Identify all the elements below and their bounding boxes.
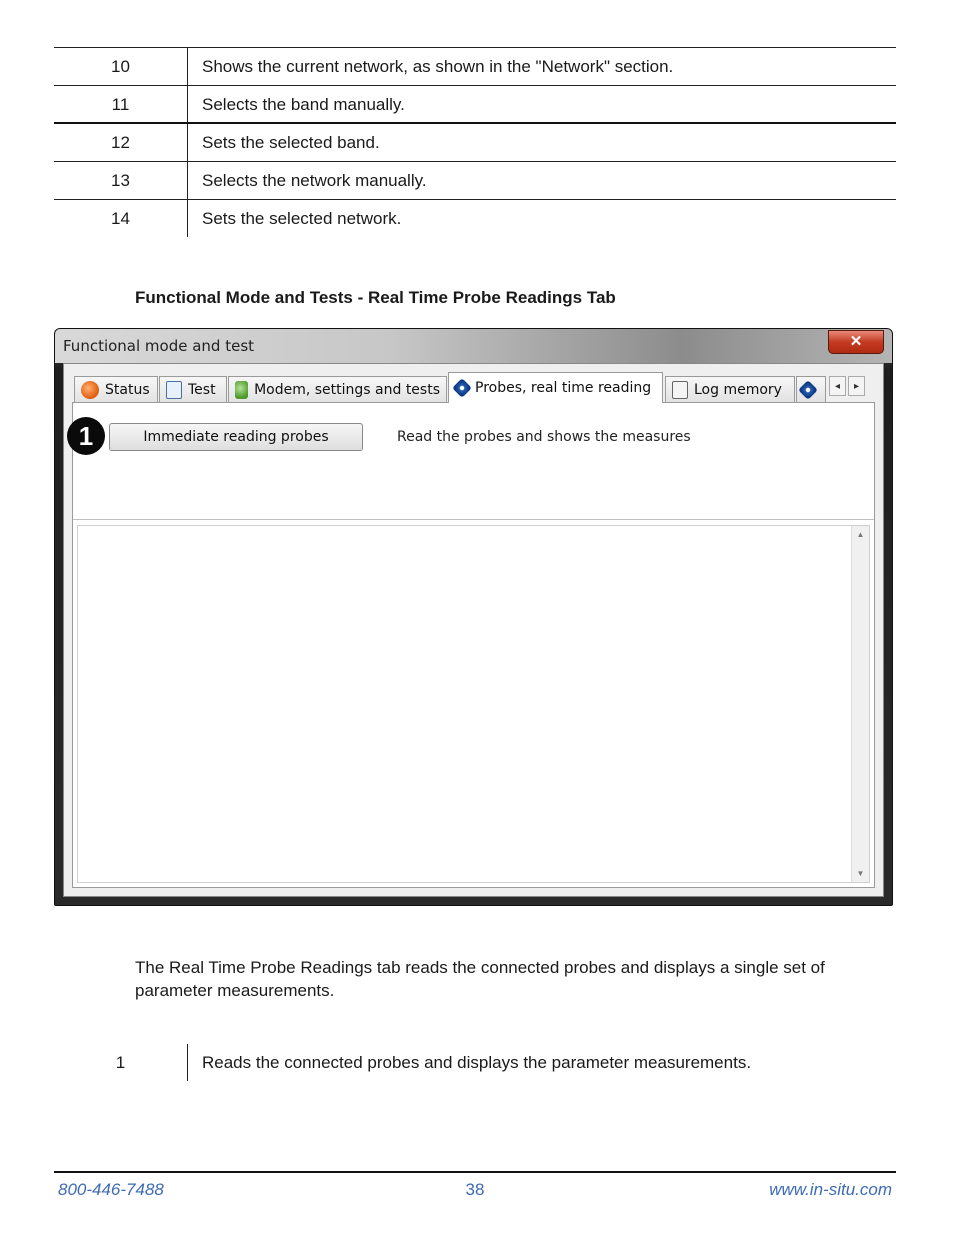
row-number: 12 — [54, 124, 188, 161]
tab-log-memory[interactable] — [665, 376, 795, 402]
table-row — [54, 124, 896, 162]
page-footer — [54, 1180, 896, 1204]
row-description: Shows the current network, as shown in the "Network" section. — [202, 57, 674, 76]
tab-label: Log memory — [694, 381, 782, 398]
close-icon[interactable]: ✕ — [828, 330, 884, 354]
readings-output-area[interactable] — [77, 525, 870, 883]
row-number: 11 — [54, 86, 188, 122]
table-row — [54, 200, 896, 237]
tab-label: Modem, settings and tests — [254, 381, 440, 398]
row-number: 1 — [54, 1044, 188, 1081]
tab-panel-probes — [72, 402, 875, 888]
window-client-area — [63, 363, 884, 897]
table-row — [54, 48, 896, 86]
scroll-down-icon[interactable]: ▼ — [856, 869, 865, 878]
tab-status[interactable] — [74, 376, 158, 402]
table-row — [54, 162, 896, 200]
log-icon — [672, 381, 688, 399]
section-title: Functional Mode and Tests - Real Time Probe Readings Tab — [135, 288, 616, 307]
row-description: Sets the selected band. — [202, 133, 380, 152]
footer-website-link[interactable]: www.in-situ.com — [769, 1180, 892, 1199]
footer-divider — [54, 1171, 896, 1173]
table-row — [54, 86, 896, 124]
divider — [73, 519, 874, 520]
info-icon — [798, 380, 818, 400]
row-number: 10 — [54, 48, 188, 85]
scroll-up-icon[interactable]: ▲ — [856, 530, 865, 539]
status-icon — [81, 381, 99, 399]
step-table — [54, 1044, 896, 1081]
row-description: Selects the band manually. — [202, 95, 405, 114]
tab-strip — [72, 372, 875, 402]
tab-scroll-right-button[interactable]: ▸ — [848, 376, 865, 396]
probe-icon — [452, 378, 472, 398]
window-titlebar[interactable] — [55, 329, 892, 363]
test-icon — [166, 381, 182, 399]
vertical-scrollbar[interactable] — [851, 526, 869, 882]
tab-overflow[interactable] — [796, 376, 826, 402]
page-number: 38 — [465, 1180, 485, 1199]
row-number: 14 — [54, 200, 188, 237]
callout-badge: 1 — [67, 417, 105, 455]
row-description: Reads the connected probes and displays the parameter measurements. — [202, 1053, 752, 1072]
tab-scroll-left-button[interactable]: ◂ — [829, 376, 846, 396]
modem-icon — [235, 381, 248, 399]
window-title: Functional mode and test — [63, 337, 255, 355]
reference-table — [54, 47, 896, 237]
tab-label: Probes, real time reading — [475, 380, 652, 396]
footer-phone: 800-446-7488 — [58, 1180, 164, 1199]
row-number: 13 — [54, 162, 188, 199]
description-paragraph: The Real Time Probe Readings tab reads the connected probes and displays a single set of parameter measurements. — [135, 958, 825, 1000]
tab-probes-real-time[interactable] — [448, 372, 663, 403]
row-description: Selects the network manually. — [202, 171, 427, 190]
tab-label: Test — [188, 381, 216, 398]
row-description: Sets the selected network. — [202, 209, 402, 228]
app-window — [54, 328, 893, 906]
read-description: Read the probes and shows the measures — [397, 429, 691, 445]
tab-test[interactable] — [159, 376, 227, 402]
tab-label: Status — [105, 381, 150, 398]
immediate-reading-button[interactable]: Immediate reading probes — [109, 423, 363, 451]
tab-modem-settings[interactable] — [228, 376, 447, 402]
